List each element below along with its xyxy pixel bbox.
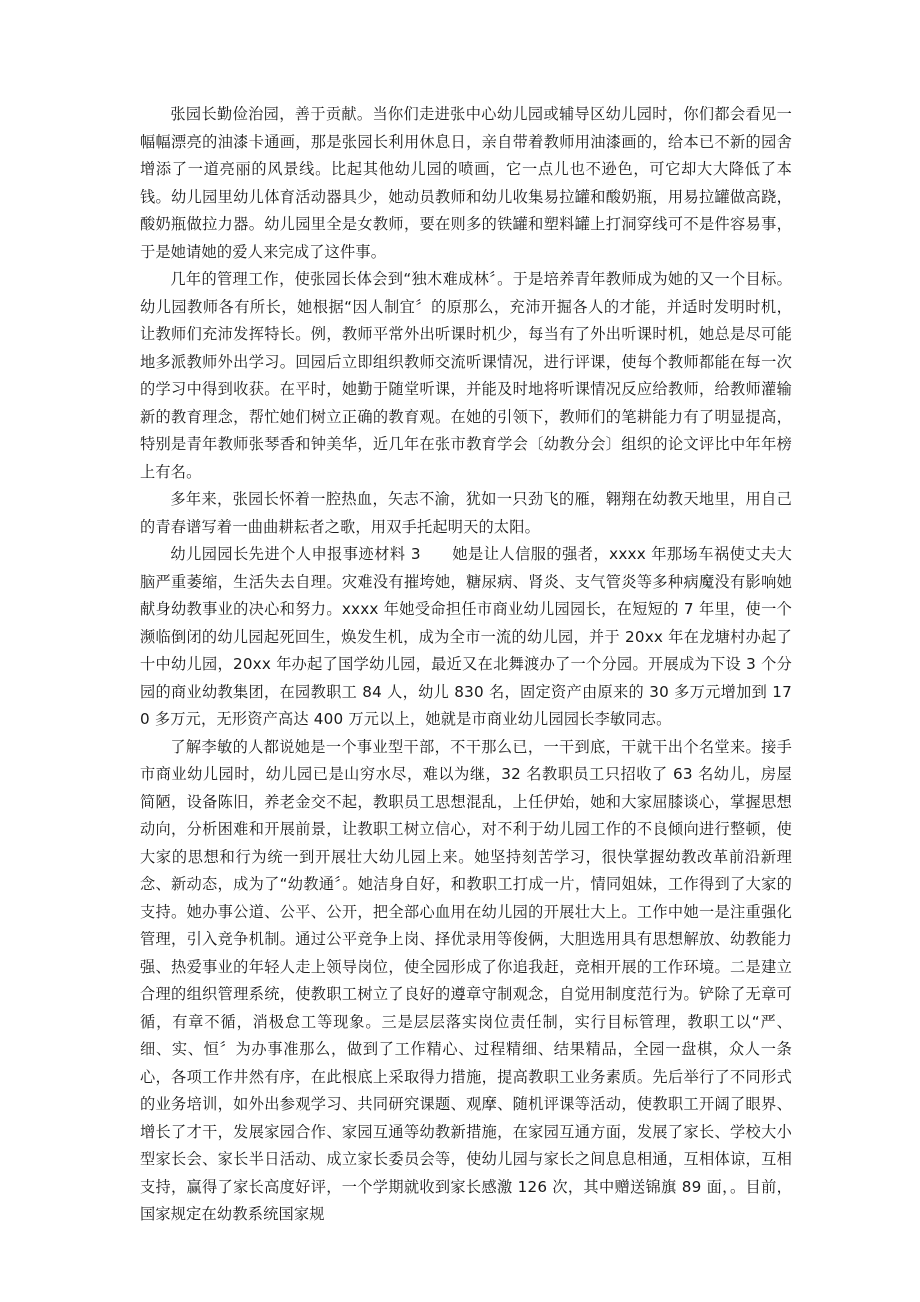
paragraph: 多年来，张园长怀着一腔热血，矢志不渝，犹如一只劲飞的雁，翱翔在幼教天地里，用自己的青春谱写着一曲曲耕耘者之歌，用双手托起明天的太阳。 — [140, 490, 792, 536]
paragraph: 了解李敏的人都说她是一个事业型干部，不干那么已，一干到底，干就干出个名堂来。接手市商业幼儿园时，幼儿园已是山穷水尽，难以为继，32 名教职员工只招收了 63 名幼儿，房屋简陋，设备陈旧，养老金交不起，教职员工思想混乱，上任伊始，她和大家屈膝谈心，掌握思想动向，分析困难和开展前景，让教职工树立信心，对不利于幼儿园工作的不良倾向进行整顿，使大家的思想和行为统一到开展壮大幼儿园上来。她坚持刻苦学习，很快掌握幼教改革前沿新理念、新动态，成为了“幼教通〞。她洁身自好，和教职工打成一片，情同姐妹，工作得到了大家的支持。她办事公道、公平、公开，把全部心血用在幼儿园的开展壮大上。工作中她一是注重强化管理，引入竞争机制。通过公平竞争上岗、择优录用等俊俩，大胆选用具有思想解放、幼教能力强、热爱事业的年轻人走上领导岗位，使全园形成了你追我赶，竞相开展的工作环境。二是建立合理的组织管理系统，使教职工树立了良好的遵章守制观念，自觉用制度范行为。铲除了无章可循，有章不循，消极怠工等现象。三是层层落实岗位责任制，实行目标管理，教职工以“严、细、实、恒〞为办事准那么，做到了工作精心、过程精细、结果精品，全园一盘棋，众人一条心，各项工作井然有序，在此根底上采取得力措施，提高教职工业务素质。先后举行了不同形式的业务培训，如外出参观学习、共同研究课题、观摩、随机评课等活动，使教职工开阔了眼界、增长了才干，发展家园合作、家园互通等幼教新措施，在家园互通方面，发展了家长、学校大小型家长会、家长半日活动、成立家长委员会等，使幼儿园与家长之间息息相通，互相体谅，互相支持，赢得了家长高度好评，一个学期就收到家长感激 126 次，其中赠送锦旗 89 面，。目前，国家规定在幼教系统国家规 — [140, 737, 792, 1223]
paragraph: 几年的管理工作，使张园长体会到“独木难成林〞。于是培养青年教师成为她的又一个目标。幼儿园教师各有所长，她根据“因人制宜〞的原那么，充沛开掘各人的才能，并适时发明时机，让教师们充沛发挥特长。例，教师平常外出听课时机少，每当有了外出听课时机，她总是尽可能地多派教师外出学习。回园后立即组织教师交流听课情况，进行评课，使每个教师都能在每一次的学习中得到收获。在平时，她勤于随堂听课，并能及时地将听课情况反应给教师，给教师灌输新的教育理念，帮忙她们树立正确的教育观。在她的引领下，教师们的笔耕能力有了明显提高，特别是青年教师张琴香和钟美华，近几年在张市教育学会〔幼教分会〕组织的论文评比中年年榜上有名。 — [140, 270, 792, 481]
document-body — [140, 101, 792, 1229]
paragraph: 张园长勤俭治园，善于贡献。当你们走进张中心幼儿园或辅导区幼儿园时，你们都会看见一幅幅漂亮的油漆卡通画，那是张园长利用休息日，亲自带着教师用油漆画的，给本已不新的园舍增添了一道亮丽的风景线。比起其他幼儿园的喷画，它一点儿也不逊色，可它却大大降低了本钱。幼儿园里幼儿体育活动器具少，她动员教师和幼儿收集易拉罐和酸奶瓶，用易拉罐做高跷，酸奶瓶做拉力器。幼儿园里全是女教师，要在则多的铁罐和塑料罐上打洞穿线可不是件容易事，于是她请她的爱人来完成了这件事。 — [140, 105, 792, 261]
paragraph: 幼儿园园长先进个人申报事迹材料 3 她是让人信服的强者，xxxx 年那场车祸使丈夫大脑严重萎缩，生活失去自理。灾难没有摧垮她，糖尿病、肾炎、支气管炎等多种病魔没有影响她献身幼教事业的决心和努力。xxxx 年她受命担任市商业幼儿园园长，在短短的 7 年里，使一个濒临倒闭的幼儿园起死回生，焕发生机，成为全市一流的幼儿园，并于 20xx 年在龙塘村办起了十中幼儿园，20xx 年办起了国学幼儿园，最近又在北舞渡办了一个分园。开展成为下设 3 个分园的商业幼教集团，在园教职工 84 人，幼儿 830 名，固定资产由原来的 30 多万元增加到 170 多万元，无形资产高达 400 万元以上，她就是市商业幼儿园园长李敏同志。 — [140, 545, 792, 728]
